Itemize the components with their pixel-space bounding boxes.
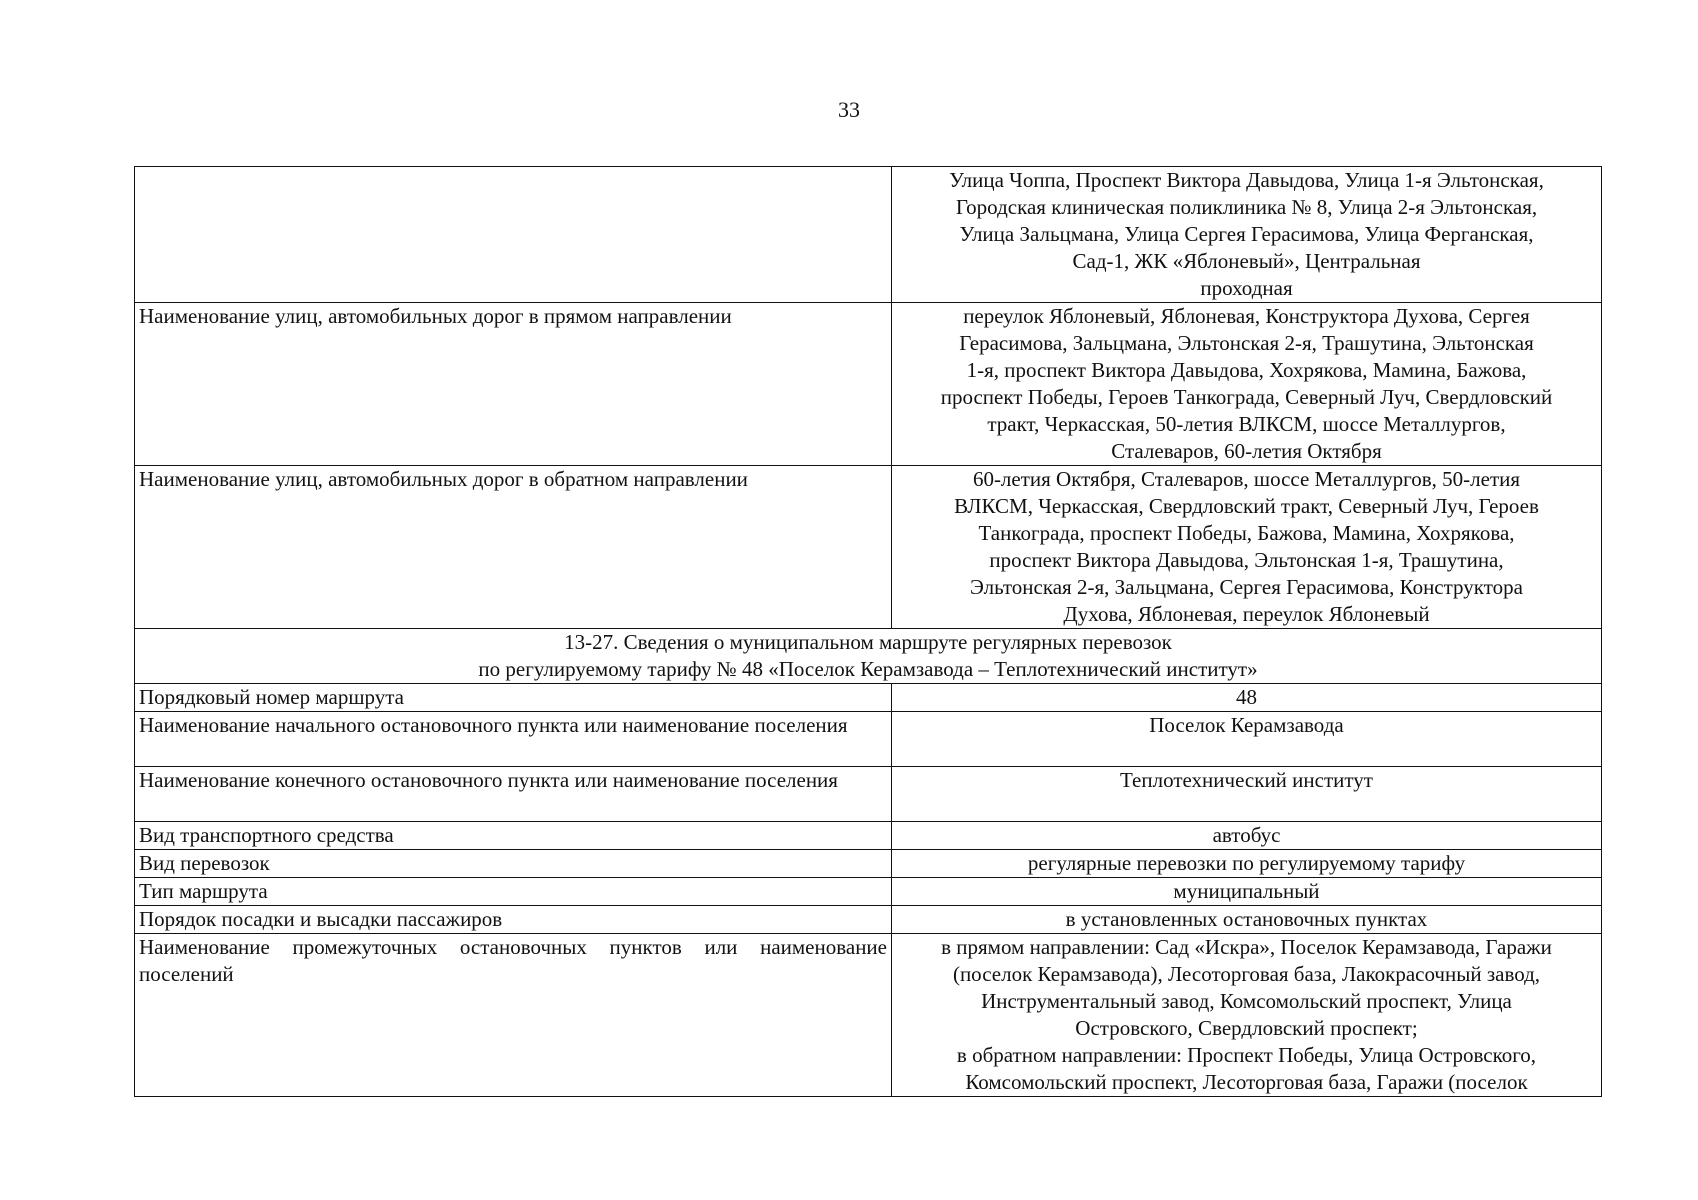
table-row — [135, 850, 1602, 878]
page-number: 33 — [838, 97, 860, 122]
table-row — [135, 934, 1602, 1097]
value-line: Инструментальный завод, Комсомольский проспект, Улица — [981, 989, 1512, 1013]
table-row — [135, 822, 1602, 850]
boarding-order-value: в установленных остановочных пунктах — [892, 906, 1602, 934]
value-line: Островского, Свердловский проспект; — [1075, 1016, 1418, 1040]
value-line: Сад-1, ЖК «Яблоневый», Центральная — [1072, 249, 1421, 273]
value-line: в обратном направлении: Проспект Победы, Улица Островского, — [956, 1043, 1537, 1067]
streets-forward-value — [892, 303, 1602, 466]
section-header-row — [135, 629, 1602, 684]
value-line: Танкограда, проспект Победы, Бажова, Мамина, Хохрякова, — [978, 521, 1515, 545]
streets-reverse-value — [892, 466, 1602, 629]
row-label-intermediate-stops: Наименование промежуточных остановочных пунктов или наименование поселений — [135, 934, 892, 1097]
end-stop-value: Теплотехнический институт — [892, 767, 1602, 822]
row-label-transport-kind: Вид перевозок — [135, 850, 892, 878]
route-info-table — [134, 166, 1602, 1097]
row-label-end-stop: Наименование конечного остановочного пункта или наименование поселения — [135, 767, 892, 822]
value-line: проходная — [1200, 276, 1293, 300]
stops-continuation-value — [892, 167, 1602, 303]
table-row — [135, 466, 1602, 629]
value-line: 1-я, проспект Виктора Давыдова, Хохрякова, Мамина, Бажова, — [966, 358, 1527, 382]
value-line: Комсомольский проспект, Лесоторговая база, Гаражи (поселок — [965, 1070, 1528, 1094]
section-title-line: 13-27. Сведения о муниципальном маршруте регулярных перевозок — [564, 630, 1172, 654]
row-label — [135, 167, 892, 303]
value-line: Эльтонская 2-я, Зальцмана, Сергея Герасимова, Конструктора — [970, 575, 1523, 599]
vehicle-type-value: автобус — [892, 822, 1602, 850]
value-line: Улица Чоппа, Проспект Виктора Давыдова, Улица 1-я Эльтонская, — [949, 168, 1544, 192]
value-line: проспект Виктора Давыдова, Эльтонская 1-я, Трашутина, — [989, 548, 1504, 572]
value-line: тракт, Черкасская, 50-летия ВЛКСМ, шоссе Металлургов, — [987, 412, 1506, 436]
row-label-start-stop: Наименование начального остановочного пункта или наименование поселения — [135, 712, 892, 767]
row-label-boarding-order: Порядок посадки и высадки пассажиров — [135, 906, 892, 934]
value-line: Городская клиническая поликлиника № 8, Улица 2-я Эльтонская, — [955, 195, 1538, 219]
row-label-streets-forward: Наименование улиц, автомобильных дорог в прямом направлении — [135, 303, 892, 466]
table-row — [135, 684, 1602, 712]
table-row — [135, 167, 1602, 303]
section-title-line: по регулируемому тарифу № 48 «Поселок Керамзавода – Теплотехнический институт» — [478, 657, 1258, 681]
section-header — [135, 629, 1602, 684]
intermediate-stops-value — [892, 934, 1602, 1097]
route-type-value: муниципальный — [892, 878, 1602, 906]
value-line: Улица Зальцмана, Улица Сергея Герасимова, Улица Ферганская, — [959, 222, 1534, 246]
table-row — [135, 878, 1602, 906]
route-number-value: 48 — [892, 684, 1602, 712]
table-row — [135, 767, 1602, 822]
row-label-vehicle-type: Вид транспортного средства — [135, 822, 892, 850]
value-line: переулок Яблоневый, Яблоневая, Конструктора Духова, Сергея — [963, 304, 1530, 328]
table-row — [135, 906, 1602, 934]
value-line: 60-летия Октября, Сталеваров, шоссе Металлургов, 50-летия — [972, 467, 1521, 491]
value-line: Герасимова, Зальцмана, Эльтонская 2-я, Трашутина, Эльтонская — [959, 331, 1534, 355]
row-label-route-number: Порядковый номер маршрута — [135, 684, 892, 712]
start-stop-value: Поселок Керамзавода — [892, 712, 1602, 767]
transport-kind-value: регулярные перевозки по регулируемому тарифу — [892, 850, 1602, 878]
value-line: ВЛКСМ, Черкасская, Свердловский тракт, Северный Луч, Героев — [954, 494, 1539, 518]
table-row — [135, 712, 1602, 767]
row-label-route-type: Тип маршрута — [135, 878, 892, 906]
value-line: Духова, Яблоневая, переулок Яблоневый — [1063, 602, 1430, 626]
value-line: в прямом направлении: Сад «Искра», Поселок Керамзавода, Гаражи — [941, 935, 1552, 959]
row-label-streets-reverse: Наименование улиц, автомобильных дорог в обратном направлении — [135, 466, 892, 629]
value-line: Сталеваров, 60-летия Октября — [1111, 439, 1382, 463]
table-row — [135, 303, 1602, 466]
value-line: (поселок Керамзавода), Лесоторговая база, Лакокрасочный завод, — [952, 962, 1541, 986]
value-line: проспект Победы, Героев Танкограда, Северный Луч, Свердловский — [940, 385, 1553, 409]
